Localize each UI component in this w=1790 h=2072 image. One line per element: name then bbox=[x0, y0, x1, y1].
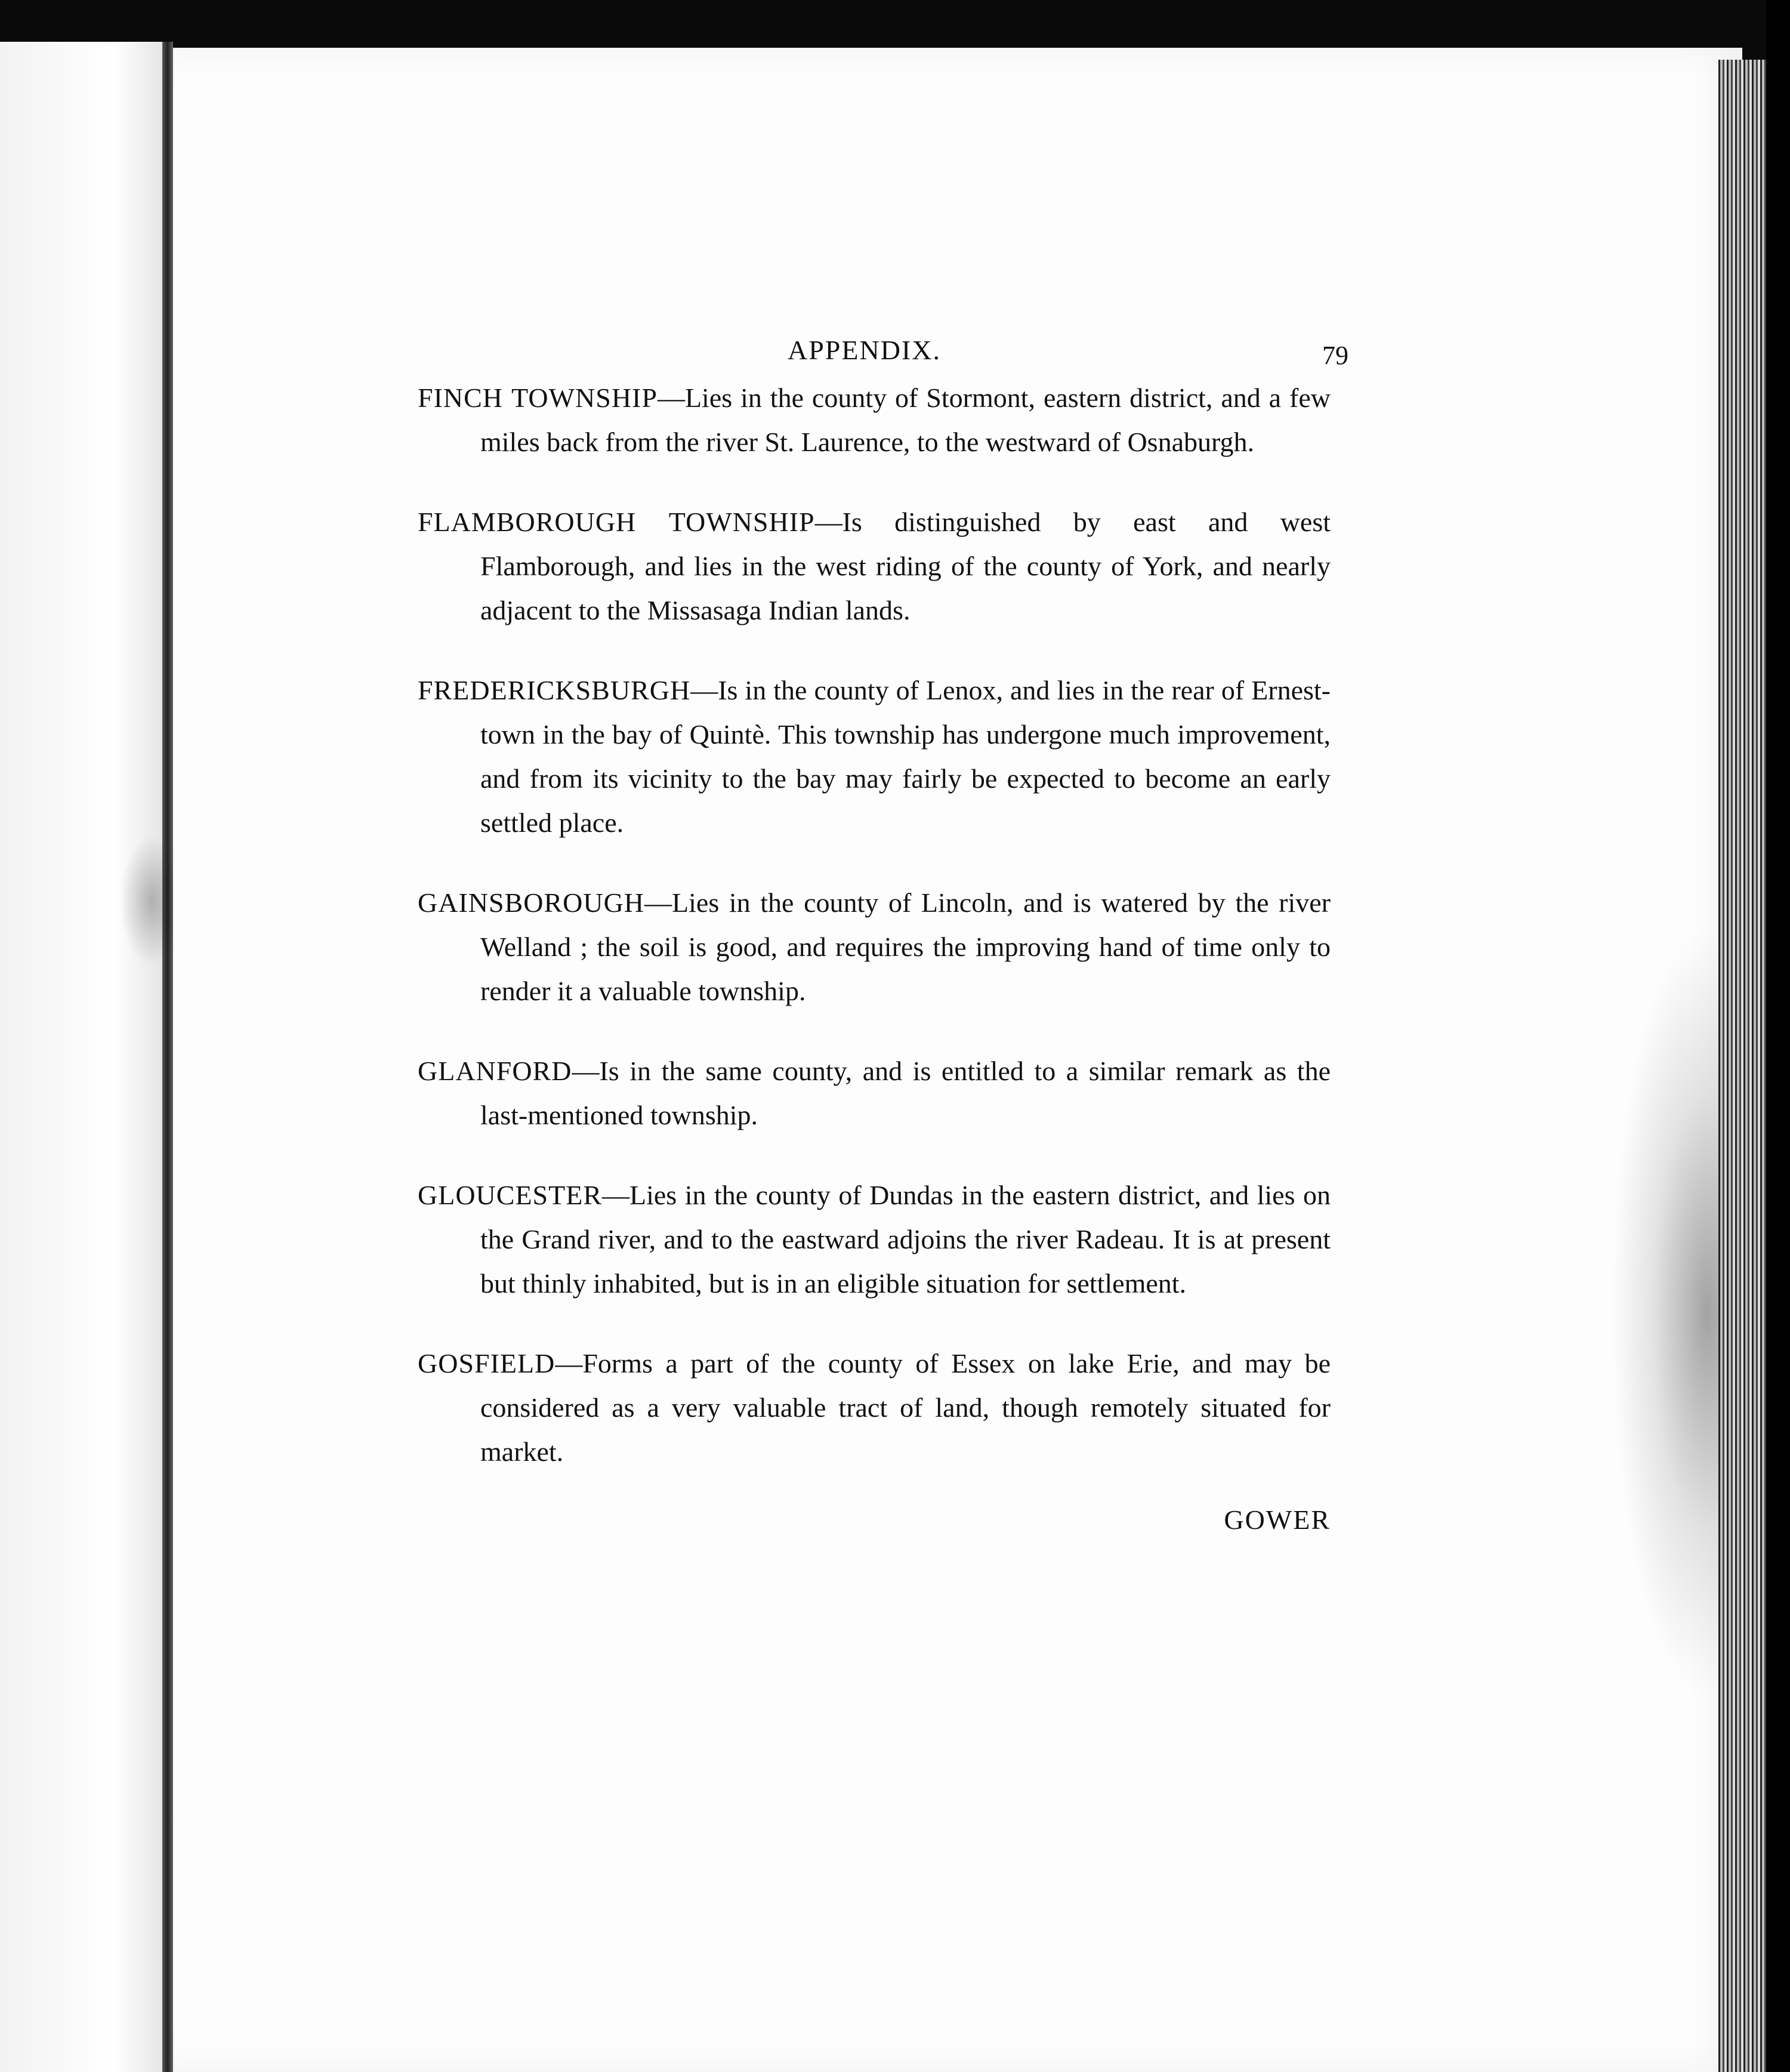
entry-text: —Is in the county of Lenox, and lies in the rear of Ernest-town in the bay of Quintè. This township has undergone much improvement, and from its vicinity to the bay may fairly be expected to become an early settled place. bbox=[480, 675, 1331, 838]
book-gutter bbox=[162, 42, 173, 2072]
entry-glanford bbox=[418, 1049, 1331, 1137]
scan-border bbox=[1766, 0, 1790, 2072]
entry-text: —Lies in the county of Stormont, eastern district, and a few miles back from the river St. Laurence, to the westward of Osnaburgh. bbox=[480, 383, 1331, 457]
entry-text: —Is in the same county, and is entitled to a similar remark as the last-mentioned township. bbox=[480, 1056, 1331, 1130]
entry-text: —Lies in the county of Dundas in the eastern district, and lies on the Grand river, and to the eastward adjoins the river Radeau. It is at present but thinly inhabited, but is in an eligible situation for settlement. bbox=[480, 1180, 1331, 1299]
left-page-margin bbox=[0, 42, 162, 2072]
entry-heading: GLANFORD bbox=[418, 1056, 572, 1086]
entry-heading: FLAMBOROUGH TOWNSHIP bbox=[418, 507, 815, 537]
text-block bbox=[418, 322, 1348, 1536]
entry-finch bbox=[418, 376, 1331, 464]
entry-gosfield bbox=[418, 1342, 1331, 1474]
running-head bbox=[418, 322, 1348, 376]
catchword: GOWER bbox=[1224, 1504, 1331, 1535]
entry-heading: GLOUCESTER bbox=[418, 1180, 602, 1210]
entry-text: —Forms a part of the county of Essex on lake Erie, and may be considered as a very valuable tract of land, though remotely situated for market. bbox=[480, 1348, 1331, 1467]
entry-gainsborough bbox=[418, 881, 1331, 1013]
page-edges bbox=[1718, 60, 1766, 2072]
entry-heading: GAINSBOROUGH bbox=[418, 887, 645, 918]
entry-text: —Is distinguished by east and west Flamborough, and lies in the west riding of the county of York, and nearly adjacent to the Missasaga Indian lands. bbox=[480, 507, 1331, 625]
running-head-title: APPENDIX. bbox=[788, 335, 941, 365]
entry-gloucester bbox=[418, 1173, 1331, 1306]
entry-heading: FINCH TOWNSHIP bbox=[418, 383, 658, 413]
ink-smudge bbox=[119, 835, 173, 967]
page-shadow bbox=[1611, 925, 1730, 1701]
entry-text: —Lies in the county of Lincoln, and is watered by the river Welland ; the soil is good, and requires the improving hand of time only to render it a valuable township. bbox=[480, 887, 1331, 1006]
entry-heading: GOSFIELD bbox=[418, 1348, 555, 1379]
entry-flamborough bbox=[418, 500, 1331, 633]
entry-fredericksburgh bbox=[418, 668, 1331, 845]
page-number: 79 bbox=[1322, 341, 1348, 370]
entry-heading: FREDERICKSBURGH bbox=[418, 675, 691, 705]
